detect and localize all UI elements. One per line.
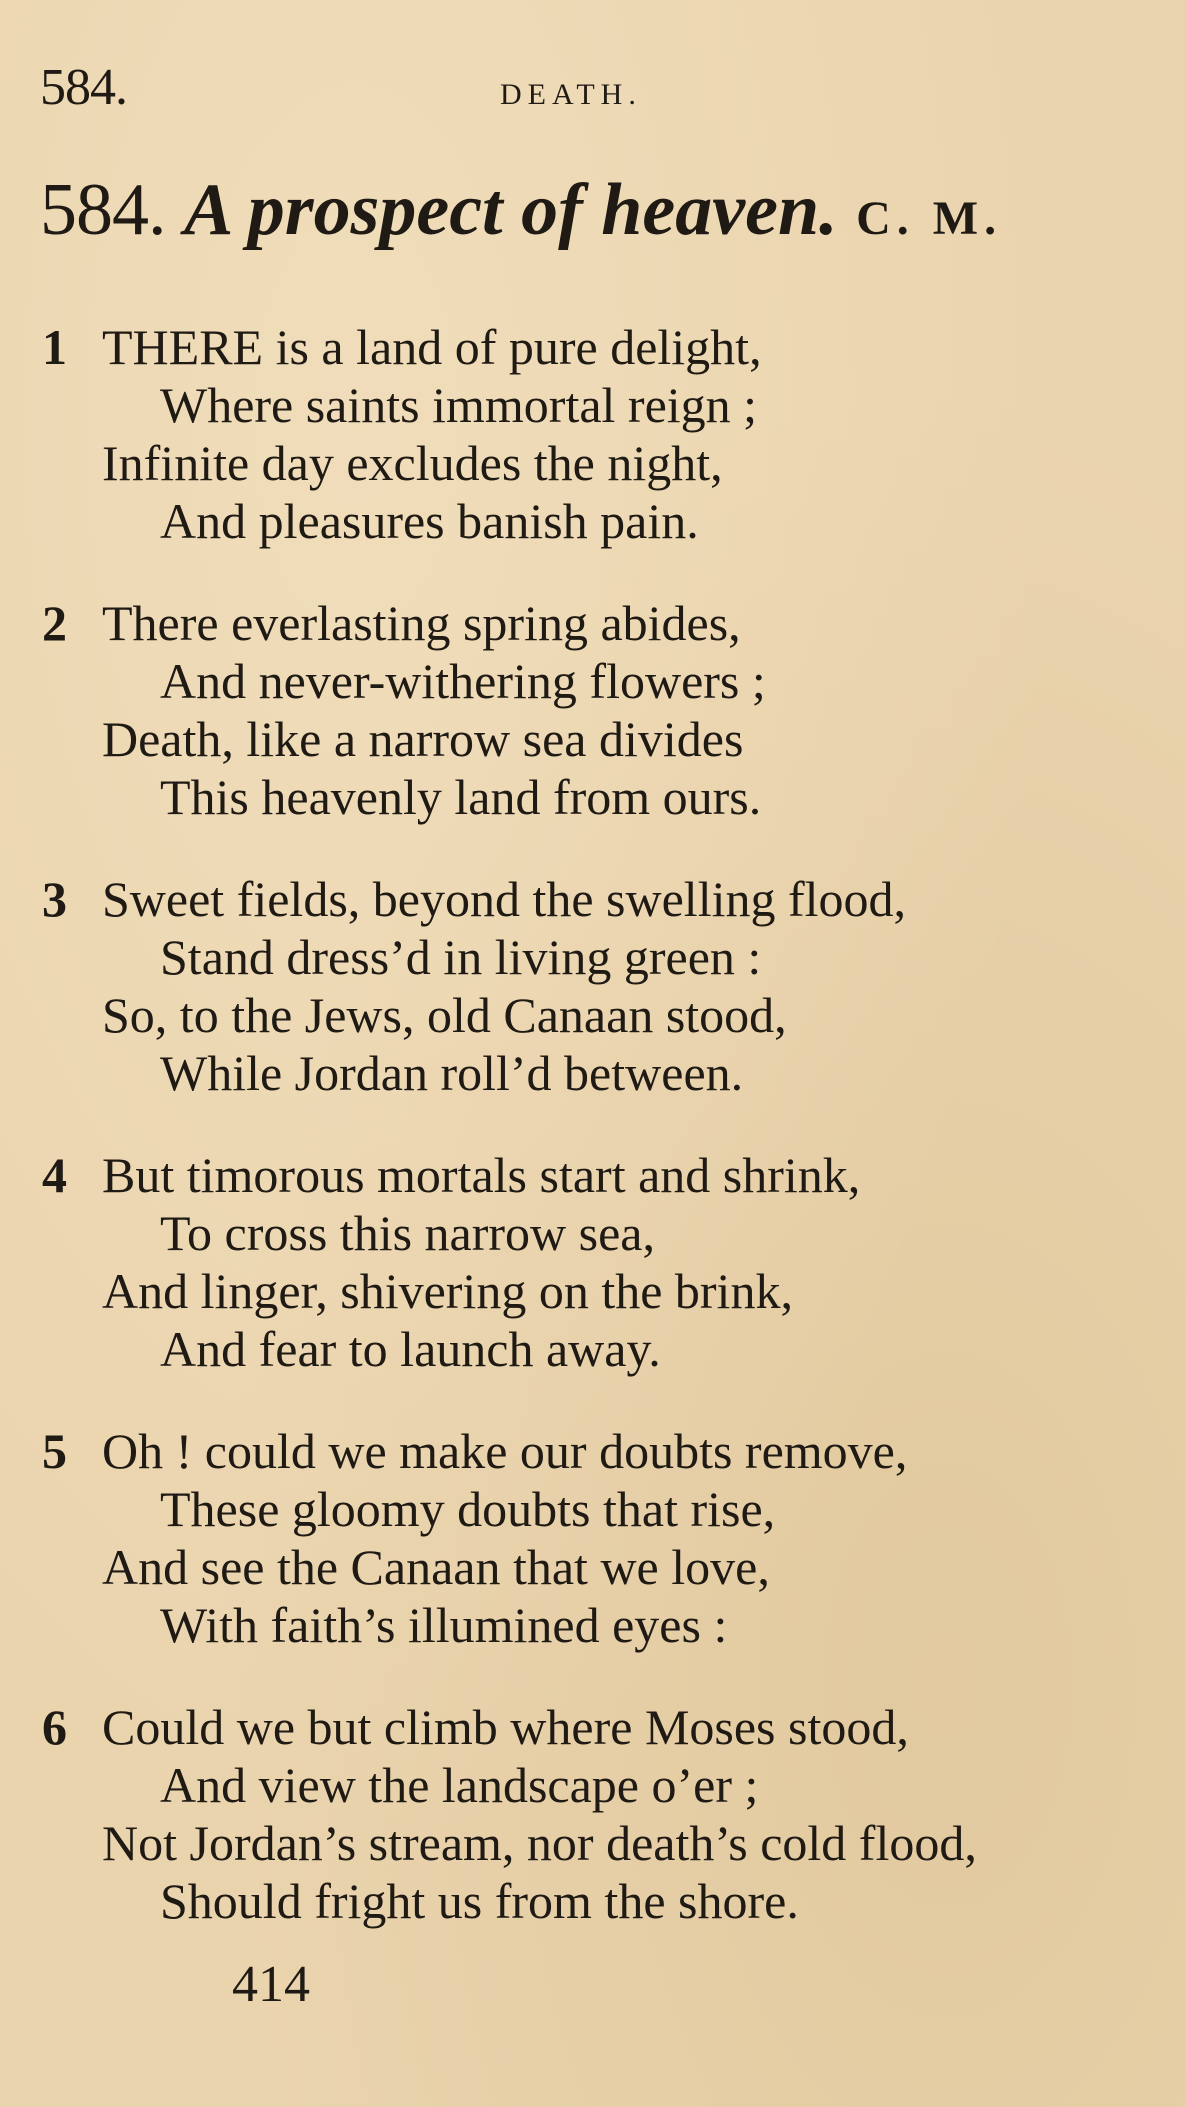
hymn-meter: C. M. — [856, 192, 1003, 245]
stanza-line — [0, 1422, 1185, 1480]
line-text: THERE is a land of pure delight, — [102, 319, 762, 375]
stanza-line: So, to the Jews, old Canaan stood, — [102, 987, 787, 1043]
running-header-hymn-number: 584. — [40, 59, 127, 116]
stanza-line: And see the Canaan that we love, — [102, 1539, 770, 1595]
hymn-heading — [40, 168, 1170, 253]
stanza-line: And linger, shivering on the brink, — [102, 1263, 793, 1319]
stanza-line: Where saints immortal reign ; — [160, 377, 758, 433]
stanza-line: And fear to launch away. — [160, 1321, 661, 1377]
stanza-line: And pleasures banish pain. — [160, 493, 699, 549]
stanza-number: 1 — [42, 319, 67, 375]
stanza-number: 2 — [42, 595, 67, 651]
stanza-line — [0, 594, 1185, 652]
stanza-line: These gloomy doubts that rise, — [160, 1481, 776, 1537]
hymn-number: 584. — [40, 169, 166, 251]
line-text: But timorous mortals start and shrink, — [102, 1147, 861, 1203]
stanza-line: While Jordan roll’d between. — [160, 1045, 744, 1101]
line-text: Sweet fields, beyond the swelling flood, — [102, 871, 907, 927]
stanza — [0, 594, 1185, 826]
stanza — [0, 318, 1185, 550]
stanza-line: With faith’s illumined eyes : — [160, 1597, 728, 1653]
stanza-number: 3 — [42, 871, 67, 927]
stanza-number: 5 — [42, 1423, 67, 1479]
stanza-number: 4 — [42, 1147, 67, 1203]
line-text: Oh ! could we make our doubts remove, — [102, 1423, 908, 1479]
stanza — [0, 1698, 1185, 1930]
stanza-line — [0, 1146, 1185, 1204]
stanza-line: Death, like a narrow sea divides — [102, 711, 744, 767]
stanza-line: To cross this narrow sea, — [160, 1205, 655, 1261]
stanza-line: Not Jordan’s stream, nor death’s cold flood, — [102, 1815, 977, 1871]
stanza-line: Stand dress’d in living green : — [160, 929, 762, 985]
stanza — [0, 870, 1185, 1102]
hymn-stanzas — [0, 318, 1185, 1974]
line-text: There everlasting spring abides, — [102, 595, 741, 651]
stanza-line — [0, 318, 1185, 376]
stanza-line — [0, 1698, 1185, 1756]
stanza-line: And view the landscape o’er ; — [160, 1757, 759, 1813]
stanza-number: 6 — [42, 1699, 67, 1755]
running-header-section: DEATH. — [500, 78, 642, 111]
stanza-line: Infinite day excludes the night, — [102, 435, 723, 491]
stanza-line: Should fright us from the shore. — [160, 1873, 799, 1929]
page-number-footer: 414 — [232, 1956, 310, 2013]
line-text: Could we but climb where Moses stood, — [102, 1699, 909, 1755]
stanza — [0, 1422, 1185, 1654]
hymn-title: A prospect of heaven. — [184, 169, 838, 251]
stanza-line: This heavenly land from ours. — [160, 769, 762, 825]
stanza — [0, 1146, 1185, 1378]
stanza-line: And never-withering flowers ; — [160, 653, 766, 709]
stanza-line — [0, 870, 1185, 928]
